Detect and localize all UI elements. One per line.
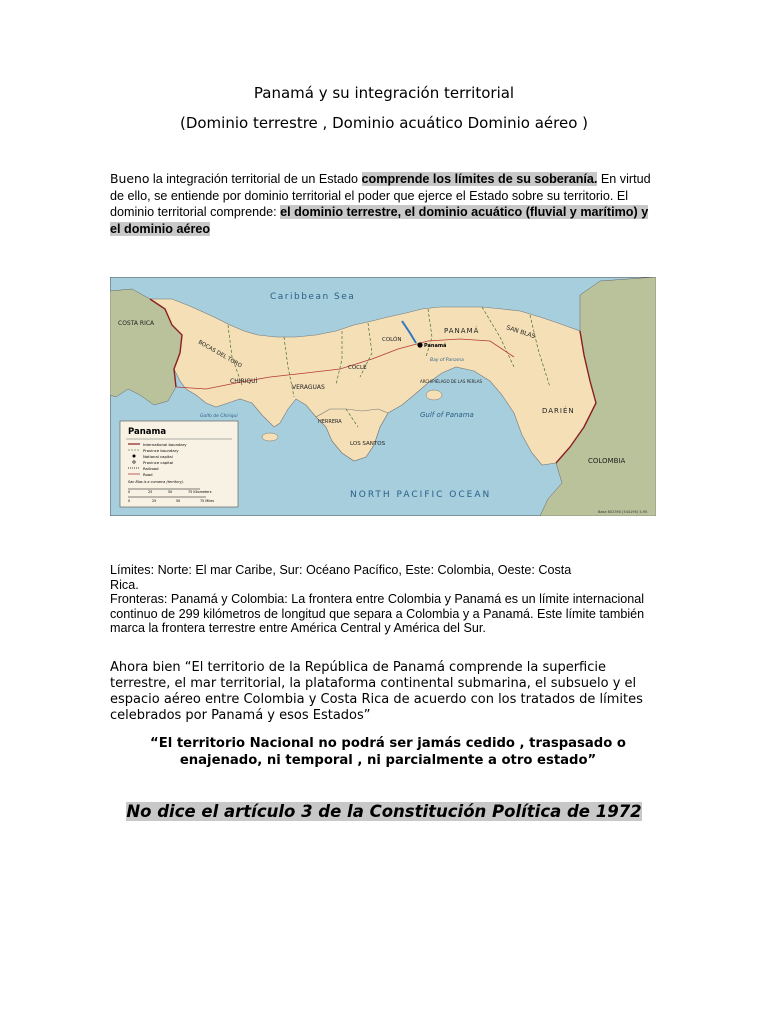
- legend-scale-1: 25: [148, 490, 153, 494]
- intro-highlight-1: comprende los límites de su soberanía.: [361, 172, 598, 186]
- constitution-quote: “El territorio Nacional no podrá ser jamás cedido , traspasado o enajenado, ni temporal , ni parcialmente a otro estado”: [150, 736, 626, 768]
- map-code: Base 802390 (544195) 5-95: [598, 510, 648, 514]
- capital-marker: [417, 342, 422, 347]
- article-reference: [0, 802, 768, 821]
- frontier-text: Fronteras: Panamá y Colombia: La frontera entre Colombia y Panamá es un límite internacional continuo de 299 kilómetros de longitud que separa a Colombia y a Panamá. Este límite también marca la frontera terrestre entre América Central y América del Sur.: [110, 592, 645, 636]
- intro-text-1: la integración territorial de un Estado: [149, 172, 362, 186]
- intro-text-2: En virtud de ello, se entiende por dominio territorial el poder que ejerce el Estado sobre su territorio. El dominio territorial comprende:: [110, 172, 651, 219]
- map-chiriqui-label: CHIRIQUÍ: [230, 378, 258, 385]
- map-herrera-label: HERRERA: [318, 419, 342, 425]
- map-colon-label: COLÓN: [382, 337, 402, 343]
- map-darien-label: DARIÉN: [542, 407, 575, 415]
- legend-title: Panama: [128, 427, 167, 437]
- intro-lead: Bueno: [110, 171, 150, 186]
- map-bay-label: Bay of Panama: [430, 358, 464, 363]
- map-pacific-label: NORTH PACIFIC OCEAN: [350, 490, 492, 500]
- legend-scale-3: 75 Kilometers: [188, 490, 212, 494]
- map-san-blas-label: SAN BLAS: [505, 324, 537, 341]
- map-los-santos-label: LOS SANTOS: [350, 441, 386, 447]
- intro-highlight-2: el dominio terrestre, el dominio acuático (fluvial y marítimo) y el dominio aéreo: [110, 205, 649, 236]
- intro-paragraph: [110, 171, 662, 237]
- legend-item-5: Road: [143, 472, 153, 477]
- document-title: Panamá y su integración territorial: [253, 84, 515, 102]
- limits-block: [110, 563, 662, 636]
- map-costa-rica-label: COSTA RICA: [118, 320, 155, 327]
- legend-scale-4: 0: [128, 499, 131, 503]
- map-colombia-label: COLOMBIA: [588, 457, 626, 465]
- map-archipielago-label: ARCHIPIÉLAGO DE LAS PERLAS: [420, 379, 482, 384]
- legend-item-2: National capital: [143, 454, 173, 459]
- legend-item-1: Province boundary: [143, 448, 179, 453]
- legend-scale-2: 50: [168, 490, 173, 494]
- document-subtitle: (Dominio terrestre , Dominio acuático Dominio aéreo ): [179, 114, 589, 132]
- map-legend: [120, 421, 238, 507]
- map-bocas-label: BOCAS DEL TORO: [197, 339, 243, 370]
- legend-note: San Blas is a comarca (territory).: [128, 480, 184, 484]
- map-caribbean-label: Caribbean Sea: [270, 292, 356, 302]
- map-capital: Panamá: [424, 343, 447, 349]
- pearl-islands: [426, 390, 442, 400]
- legend-scale-5: 25: [152, 499, 157, 503]
- legend-item-3: Province capital: [143, 460, 174, 465]
- map-panama-prov-label: PANAMÁ: [444, 327, 480, 335]
- legend-scale-0: 0: [128, 490, 131, 494]
- map-veraguas-label: VERAGUAS: [292, 384, 325, 391]
- map-cocle-label: COCLÉ: [348, 365, 367, 371]
- limits-text: Límites: Norte: El mar Caribe, Sur: Océano Pacífico, Este: Colombia, Oeste: Costa Rica.: [110, 563, 572, 592]
- legend-scale-7: 75 Miles: [200, 499, 215, 503]
- territory-quote: Ahora bien “El territorio de la República de Panamá comprende la superficie terrestre, el mar territorial, la plataforma continental submarina, el subsuelo y el espacio aéreo entre Colombia y Costa Rica de acuerdo con los tratados de límites celebrados por Panamá y esos Estados”: [110, 660, 643, 723]
- legend-item-4: Railroad: [143, 466, 159, 471]
- coiba-island: [262, 433, 278, 441]
- map-gulf-label: Gulf of Panama: [420, 411, 474, 419]
- article-reference-text: No dice el artículo 3 de la Constitución Política de 1972: [126, 802, 642, 821]
- panama-map: [110, 277, 656, 516]
- map-gulf-chiriqui-label: Golfo de Chiriquí: [200, 414, 238, 419]
- legend-scale-6: 50: [176, 499, 181, 503]
- legend-item-0: International boundary: [143, 442, 187, 447]
